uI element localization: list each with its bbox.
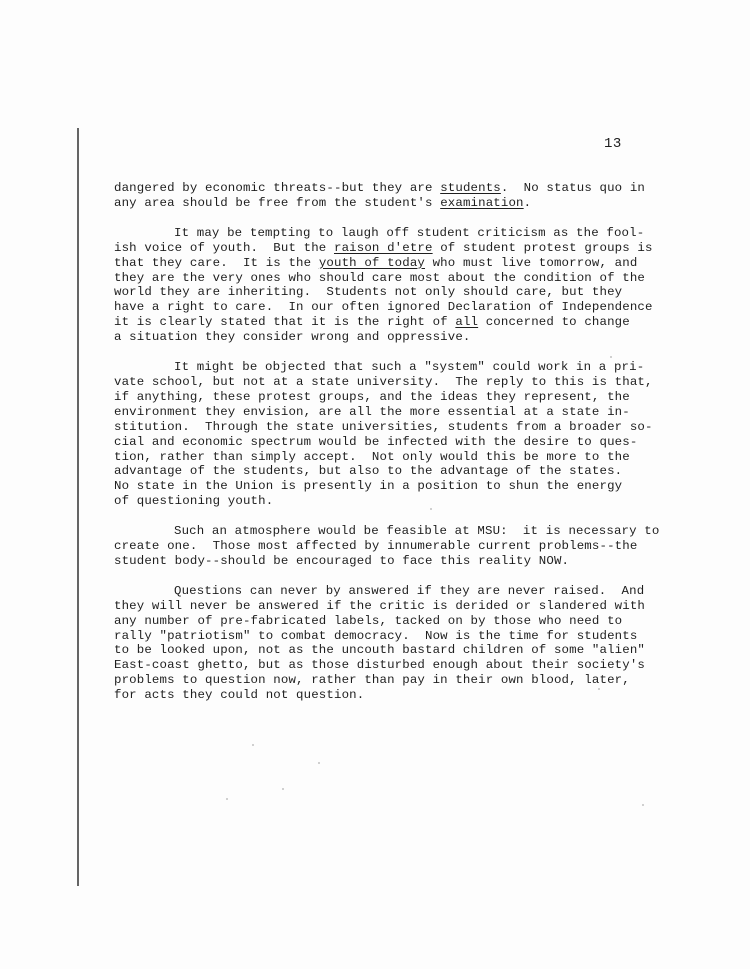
scan-speck	[252, 744, 254, 746]
underlined-text: youth of today	[318, 255, 426, 270]
text-segment: It might be objected that such a "system" could work in a pri-	[174, 360, 645, 375]
text-line	[114, 494, 654, 509]
text-line	[114, 405, 654, 420]
text-segment: it is clearly stated that it is the right of	[114, 315, 456, 330]
underlined-text: all	[455, 315, 479, 330]
text-segment: rally "patriotism" to combat democracy. Now is the time for students	[114, 628, 638, 643]
text-line	[114, 643, 654, 658]
text-line	[114, 584, 654, 599]
text-line	[114, 315, 654, 330]
scan-speck	[598, 688, 600, 690]
text-segment: if anything, these protest groups, and the ideas they represent, the	[114, 389, 630, 404]
text-line	[114, 241, 654, 256]
text-segment: ish voice of youth. But the	[114, 240, 334, 255]
text-segment: Such an atmosphere would be feasible at MSU: it is necessary to	[174, 524, 660, 539]
text-segment: they will never be answered if the critic is derided or slandered with	[114, 598, 645, 613]
text-line	[114, 226, 654, 241]
text-segment: create one. Those most affected by innumerable current problems--the	[114, 539, 638, 554]
paragraph	[114, 584, 654, 703]
text-segment: concerned to change	[478, 315, 630, 330]
text-segment: environment they envision, are all the more essential at a state in-	[114, 404, 630, 419]
text-line	[114, 390, 654, 405]
text-segment: It may be tempting to laugh off student criticism as the fool-	[174, 225, 645, 240]
text-segment: stitution. Through the state universities, students from a broader so-	[114, 419, 653, 434]
text-segment: for acts they could not question.	[114, 688, 365, 703]
scan-speck	[610, 356, 612, 358]
text-line	[114, 271, 654, 286]
text-segment: world they are inheriting. Students not only should care, but they	[114, 285, 623, 300]
text-segment: to be looked upon, not as the uncouth bastard children of some "alien"	[114, 643, 645, 658]
text-line	[114, 688, 654, 703]
text-line	[114, 450, 654, 465]
text-line	[114, 614, 654, 629]
scan-speck	[430, 508, 432, 510]
text-segment: a situation they consider wrong and oppressive.	[114, 330, 471, 345]
underlined-text: students	[440, 181, 501, 195]
text-segment: of questioning youth.	[114, 494, 274, 509]
text-line	[114, 330, 654, 345]
page-number: 13	[604, 136, 622, 152]
text-line	[114, 181, 654, 196]
text-line	[114, 360, 654, 375]
scan-speck	[282, 788, 284, 790]
text-segment: who must live tomorrow, and	[425, 255, 638, 270]
text-segment: problems to question now, rather than pay in their own blood, later,	[114, 673, 630, 688]
scan-speck	[318, 762, 320, 764]
text-line	[114, 375, 654, 390]
text-line	[114, 435, 654, 450]
text-line	[114, 673, 654, 688]
underlined-text: raison d'etre	[333, 240, 433, 255]
text-line	[114, 554, 654, 569]
paragraph	[114, 524, 660, 569]
text-segment: dangered by economic threats--but they are	[114, 181, 441, 195]
text-segment: of student protest groups is	[432, 240, 653, 255]
text-segment: they are the very ones who should care most about the condition of the	[114, 270, 645, 285]
text-segment: tion, rather than simply accept. Not only would this be more to the	[114, 449, 630, 464]
text-line	[114, 629, 654, 644]
text-segment: vate school, but not at a state university. The reply to this is that,	[114, 374, 653, 389]
text-line	[114, 285, 654, 300]
scan-speck	[642, 804, 644, 806]
text-line	[114, 658, 654, 673]
text-segment: advantage of the students, but also to the advantage of the states.	[114, 464, 623, 479]
body-text	[114, 181, 660, 718]
underlined-text: examination	[440, 195, 524, 210]
paragraph	[114, 360, 654, 509]
text-segment: have a right to care. In our often ignored Declaration of Independence	[114, 300, 653, 315]
text-segment: .	[523, 195, 532, 210]
text-segment: any number of pre-fabricated labels, tacked on by those who need to	[114, 613, 623, 628]
text-line	[114, 479, 654, 494]
text-segment: No state in the Union is presently in a position to shun the energy	[114, 479, 623, 494]
text-line	[114, 524, 660, 539]
text-line	[114, 420, 654, 435]
text-segment: that they care. It is the	[114, 255, 319, 270]
text-segment: cial and economic spectrum would be infected with the desire to ques-	[114, 434, 638, 449]
text-line	[114, 256, 654, 271]
text-line	[114, 464, 654, 479]
page-left-edge-shadow	[77, 128, 79, 886]
scan-speck	[226, 798, 228, 800]
text-segment: . No status quo in	[500, 181, 646, 195]
text-line	[114, 300, 654, 315]
text-segment: East-coast ghetto, but as those disturbed enough about their society's	[114, 658, 645, 673]
text-segment: student body--should be encouraged to face this reality NOW.	[114, 553, 570, 568]
text-line	[114, 539, 654, 554]
paragraph	[114, 226, 654, 345]
text-line	[114, 599, 654, 614]
text-segment: Questions can never by answered if they are never raised. And	[174, 583, 645, 598]
paragraph	[114, 181, 654, 211]
text-line	[114, 196, 654, 211]
text-segment: any area should be free from the student's	[114, 195, 441, 210]
